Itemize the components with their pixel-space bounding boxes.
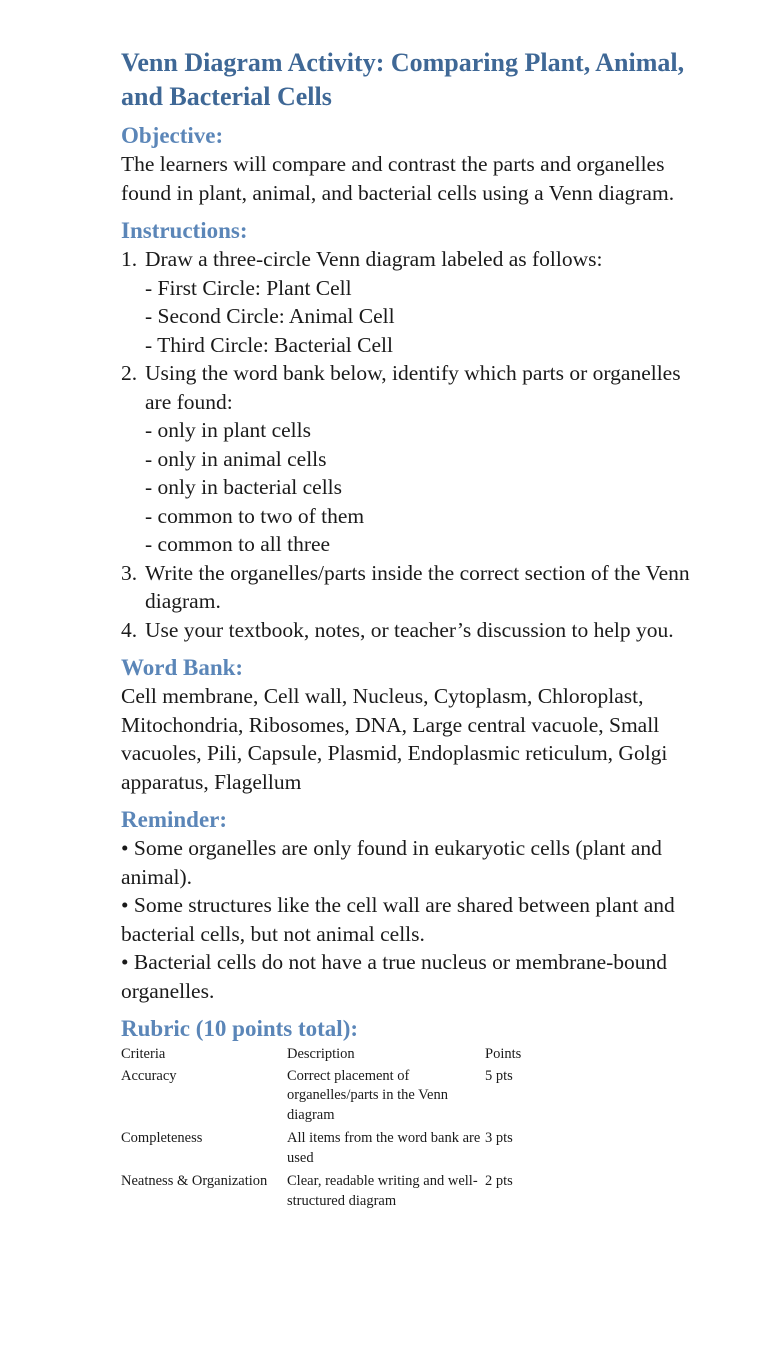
reminder-item: • Some structures like the cell wall are shared between plant and bacterial cells, but not animal cells. [121,893,675,946]
step-sub-item: - only in animal cells [145,446,327,471]
table-row [121,1129,545,1172]
instruction-step [121,616,711,645]
points-cell: 3 pts [485,1130,513,1146]
word-bank-text: Cell membrane, Cell wall, Nucleus, Cytoplasm, Chloroplast, Mitochondria, Ribosomes, DNA, Large central vacuole, Small vacuoles, Pili, Capsule, Plasmid, Endoplasmic reticulum, Golgi apparatus, Flagellum [121,684,668,794]
step-sub-item: - Third Circle: Bacterial Cell [145,332,393,357]
rubric-heading: Rubric (10 points total): [121,1016,359,1041]
step-sub-item: - only in bacterial cells [145,475,343,499]
reminder-item: • Bacterial cells do not have a true nucleus or membrane-bound organelles. [121,950,668,1003]
instruction-step [121,359,711,559]
step-number: 1. [121,247,138,271]
column-header: Points [485,1046,522,1062]
instruction-step [121,245,711,359]
step-number: 3. [121,560,138,585]
step-sub-item: - First Circle: Plant Cell [145,275,352,300]
reminder-heading: Reminder: [121,807,228,832]
description-cell: Clear, readable writing and well-structured diagram [287,1173,478,1209]
step-number: 2. [121,361,138,385]
step-sub-item: - Second Circle: Animal Cell [145,304,395,328]
reminder-item: • Some organelles are only found in eukaryotic cells (plant and animal). [121,836,662,889]
description-cell: Correct placement of organelles/parts in the Venn diagram [287,1067,448,1123]
step-number: 4. [121,617,138,642]
criteria-cell: Accuracy [121,1067,177,1084]
points-cell: 2 pts [485,1173,513,1189]
objective-text: The learners will compare and contrast the parts and organelles found in plant, animal, and bacterial cells using a Venn diagram. [121,152,675,205]
criteria-cell: Neatness & Organization [121,1173,268,1189]
criteria-cell: Completeness [121,1130,203,1146]
column-header: Description [287,1046,355,1062]
step-text: Draw a three-circle Venn diagram labeled as follows: [145,247,603,271]
instructions-heading: Instructions: [121,218,248,243]
table-header-row [121,1045,545,1067]
word-bank-heading: Word Bank: [121,655,244,680]
step-sub-item: - common to all three [145,532,331,556]
instructions-list [121,245,711,644]
description-cell: All items from the word bank are used [287,1130,481,1166]
step-text: Use your textbook, notes, or teacher’s discussion to help you. [145,617,674,642]
rubric-table [121,1045,545,1215]
objective-heading: Objective: [121,123,224,148]
step-sub-item: - only in plant cells [145,418,311,442]
instruction-step [121,559,711,616]
step-text: Using the word bank below, identify which parts or organelles are found: [145,361,681,414]
step-sub-item: - common to two of them [145,503,365,528]
points-cell: 5 pts [485,1067,513,1084]
table-row [121,1067,545,1130]
step-text: Write the organelles/parts inside the correct section of the Venn diagram. [145,560,690,613]
worksheet [121,46,711,1215]
column-header: Criteria [121,1046,166,1062]
table-row [121,1172,545,1215]
page-title: Venn Diagram Activity: Comparing Plant, Animal, and Bacterial Cells [121,48,685,111]
